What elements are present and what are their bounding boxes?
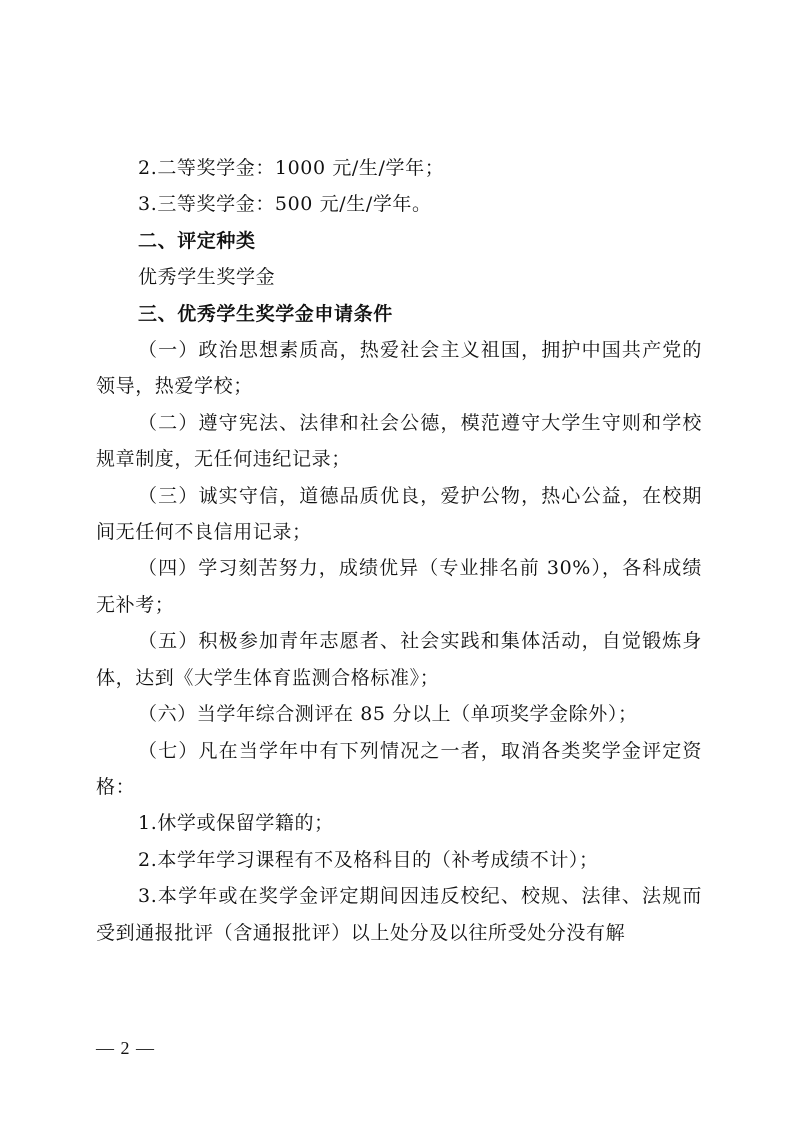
paragraph-third-prize: 3.三等奖学金：500 元/生/学年。 — [138, 193, 432, 216]
disqualification-item-1: 1.休学或保留学籍的； — [138, 812, 334, 835]
section-heading-application-conditions: 三、优秀学生奖学金申请条件 — [138, 302, 393, 325]
condition-item-7: （七）凡在当学年中有下列情况之一者，取消各类奖学金评定资格： — [96, 739, 702, 798]
page-number: — 2 — — [96, 1038, 155, 1058]
condition-item-1: （一）政治思想素质高，热爱社会主义祖国，拥护中国共产党的领导，热爱学校； — [96, 339, 702, 398]
paragraph-scholarship-type: 优秀学生奖学金 — [138, 266, 276, 289]
paragraph-second-prize: 2.二等奖学金：1000 元/生/学年； — [138, 157, 445, 179]
section-heading-evaluation-types: 二、评定种类 — [138, 229, 256, 252]
condition-item-4: （四）学习刻苦努力，成绩优异（专业排名前 30%），各科成绩无补考； — [96, 557, 702, 616]
condition-item-5: （五）积极参加青年志愿者、社会实践和集体活动，自觉锻炼身体，达到《大学生体育监测合格标准》； — [96, 630, 702, 689]
disqualification-item-2: 2.本学年学习课程有不及格科目的（补考成绩不计）； — [138, 848, 599, 871]
document-body — [96, 150, 702, 951]
condition-item-6: （六）当学年综合测评在 85 分以上（单项奖学金除外）； — [138, 703, 638, 726]
condition-item-2: （二）遵守宪法、法律和社会公德，模范遵守大学生守则和学校规章制度，无任何违纪记录； — [96, 411, 702, 471]
disqualification-item-3: 3.本学年或在奖学金评定期间因违反校纪、校规、法律、法规而受到通报批评（含通报批评）以上处分及以往所受处分没有解 — [96, 885, 702, 944]
condition-item-3: （三）诚实守信，道德品质优良，爱护公物，热心公益，在校期间无任何不良信用记录； — [96, 484, 702, 544]
